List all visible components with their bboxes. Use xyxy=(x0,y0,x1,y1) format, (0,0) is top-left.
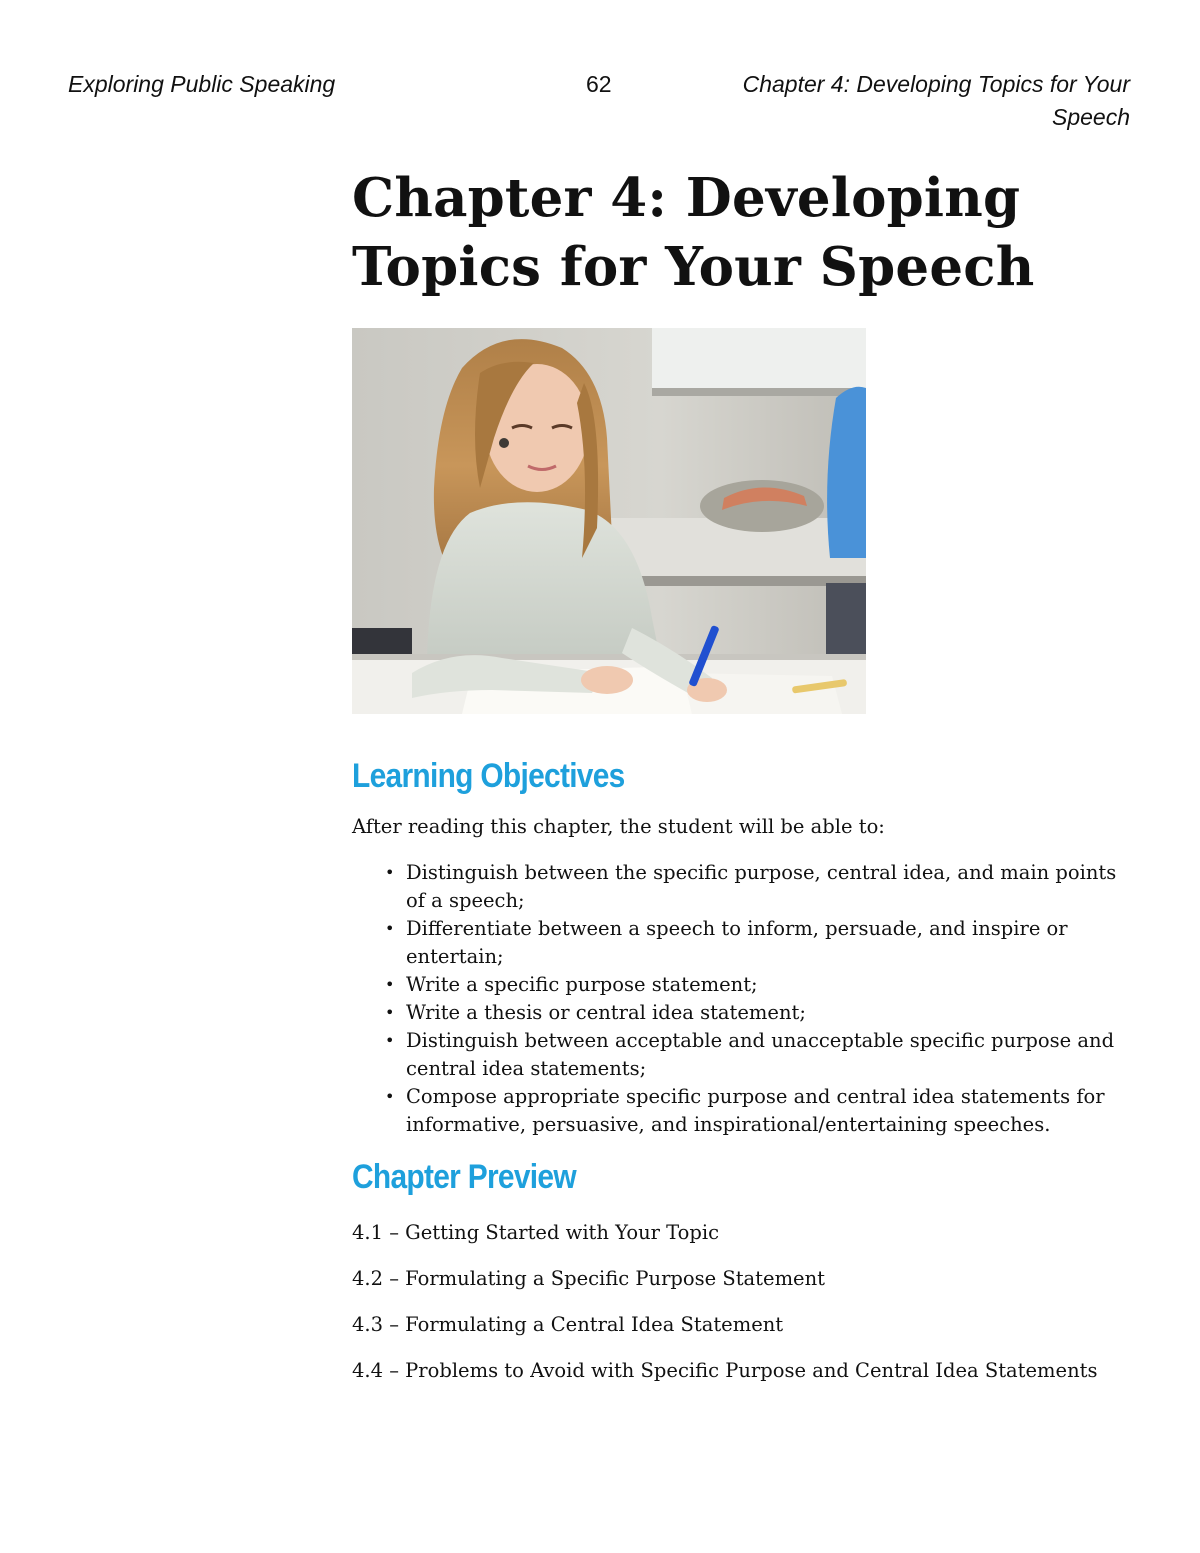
bullet-icon: • xyxy=(385,863,395,882)
header-book-title: Exploring Public Speaking xyxy=(68,71,336,97)
bullet-icon: • xyxy=(385,919,395,938)
chapter-preview-list xyxy=(352,1220,1122,1384)
learning-objectives-heading: Learning Objectives xyxy=(352,757,625,795)
list-item xyxy=(352,971,1122,999)
objective-text: Distinguish between the specific purpose, central idea, and main points of a speech; xyxy=(406,861,1117,912)
preview-item: 4.3 – Formulating a Central Idea Statement xyxy=(352,1313,784,1336)
bullet-icon: • xyxy=(385,1087,395,1106)
preview-item: 4.2 – Formulating a Specific Purpose Statement xyxy=(352,1267,825,1290)
objective-text: Compose appropriate specific purpose and central idea statements for informative, persuasive, and inspirational/entertaining speeches. xyxy=(406,1085,1105,1136)
learning-objectives-list xyxy=(352,859,1122,1139)
list-item xyxy=(352,915,1122,971)
objective-text: Write a thesis or central idea statement; xyxy=(406,1001,806,1024)
student-writing-photo xyxy=(352,328,866,714)
objective-text: Differentiate between a speech to inform, persuade, and inspire or entertain; xyxy=(406,917,1068,968)
main-content xyxy=(352,164,1122,1384)
chapter-preview-heading: Chapter Preview xyxy=(352,1158,576,1196)
bullet-icon: • xyxy=(385,1003,395,1022)
preview-item: 4.1 – Getting Started with Your Topic xyxy=(352,1221,720,1244)
chapter-title: Chapter 4: Developing Topics for Your Speech xyxy=(352,167,1035,298)
objective-text: Write a specific purpose statement; xyxy=(406,973,758,996)
header-chapter-title: Chapter 4: Developing Topics for Your Speech xyxy=(742,71,1130,130)
preview-item: 4.4 – Problems to Avoid with Specific Purpose and Central Idea Statements xyxy=(352,1359,1098,1382)
bullet-icon: • xyxy=(385,975,395,994)
list-item xyxy=(352,1027,1122,1083)
objective-text: Distinguish between acceptable and unacceptable specific purpose and central idea statements; xyxy=(406,1029,1115,1080)
bullet-icon: • xyxy=(385,1031,395,1050)
list-item xyxy=(352,1083,1122,1139)
header-page-number: 62 xyxy=(586,71,612,97)
learning-objectives-intro: After reading this chapter, the student will be able to: xyxy=(352,815,885,838)
running-header xyxy=(68,68,1130,138)
list-item xyxy=(352,859,1122,915)
list-item xyxy=(352,999,1122,1027)
